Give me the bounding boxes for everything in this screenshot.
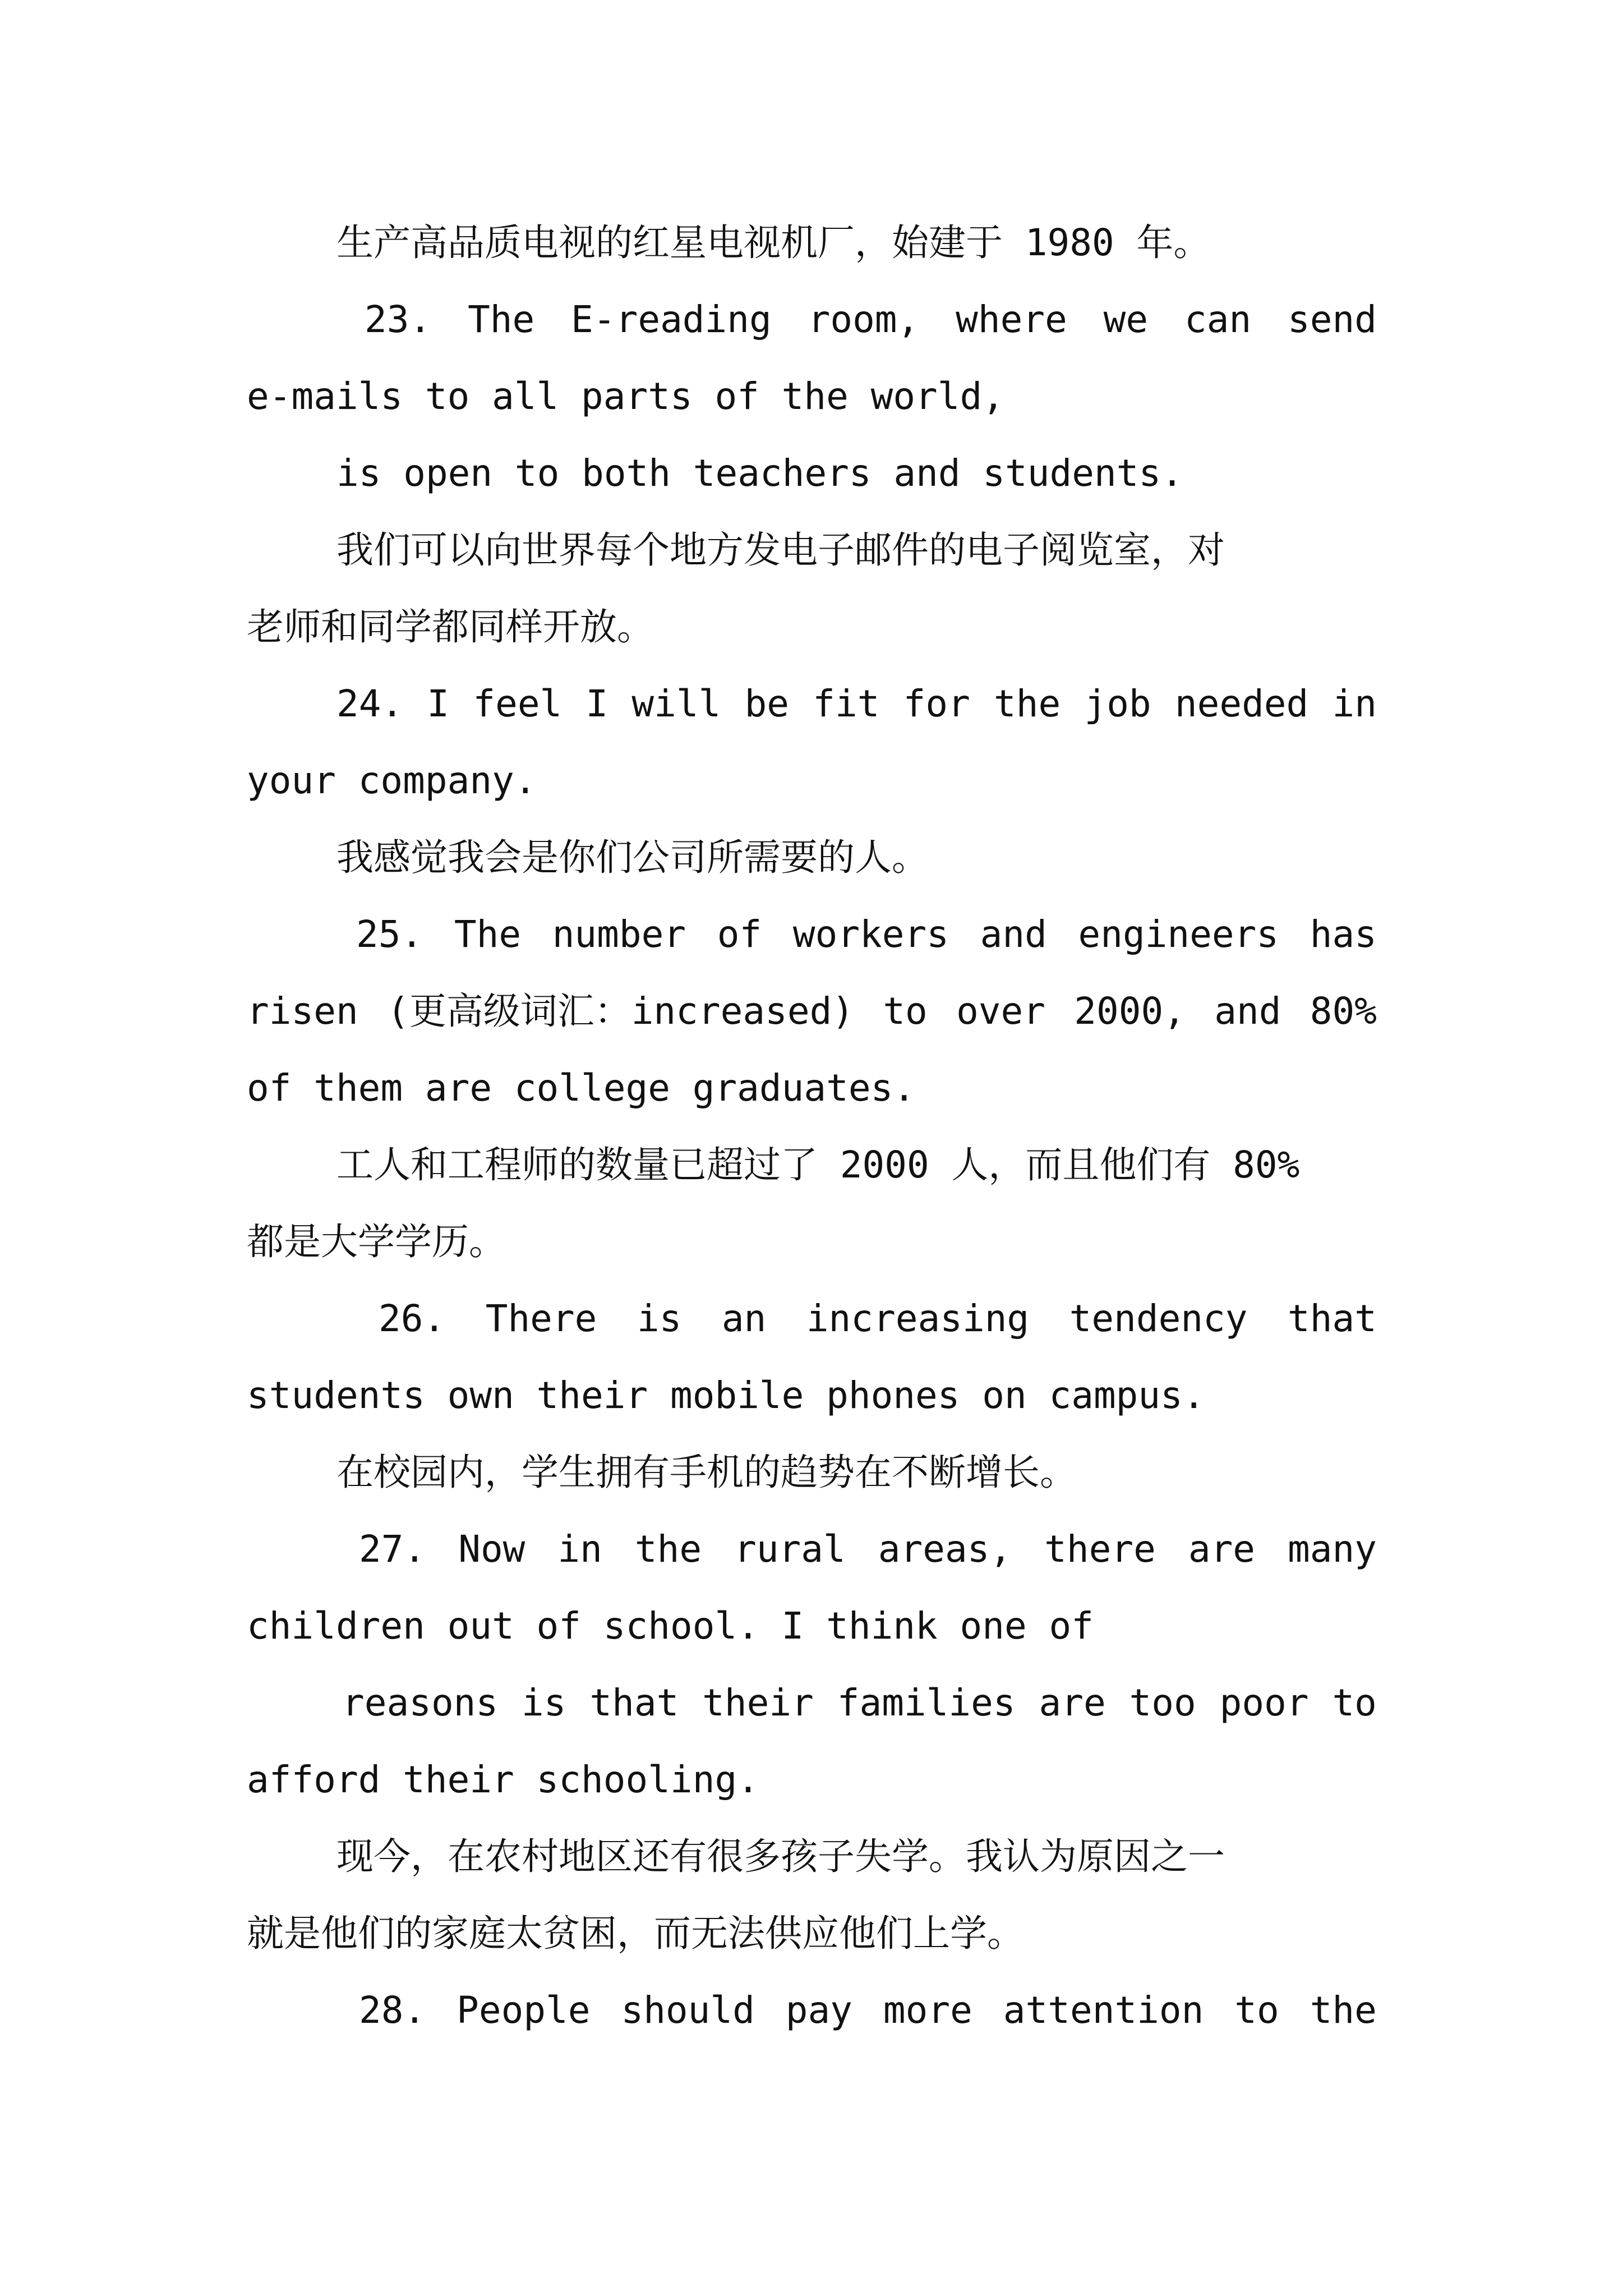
word: and (980, 913, 1047, 956)
word: there (1044, 1527, 1156, 1571)
word: room, (808, 298, 920, 341)
word: families (837, 1681, 1016, 1724)
text-line: 我们可以向世界每个地方发电子邮件的电子阅览室，对 (336, 528, 1225, 572)
word: poor (1219, 1681, 1309, 1724)
word: in (1332, 682, 1377, 725)
word: 80% (1310, 990, 1377, 1033)
text-line: 在校园内，学生拥有手机的趋势在不断增长。 (336, 1451, 1077, 1494)
word: more (883, 1989, 972, 2032)
word: the (634, 1527, 702, 1571)
word: People (457, 1989, 591, 2032)
word: Now (458, 1527, 525, 1571)
word: is (637, 1297, 682, 1340)
word: job (1084, 682, 1151, 725)
word: 25. (356, 913, 423, 956)
word: The (454, 913, 522, 956)
text-line: 都是大学学历。 (247, 1220, 506, 1263)
word: has (1310, 913, 1377, 956)
text-line: 我感觉我会是你们公司所需要的人。 (336, 836, 929, 879)
word: to (1234, 1989, 1279, 2032)
text-line: 老师和同学都同样开放。 (247, 605, 654, 648)
word: increasing (806, 1297, 1030, 1340)
word: There (485, 1297, 597, 1340)
word: 27. (359, 1527, 426, 1571)
word: areas, (878, 1527, 1012, 1571)
word: I (585, 682, 608, 725)
text-line: students own their mobile phones on campus. (247, 1374, 1205, 1417)
word: should (621, 1989, 755, 2032)
word: needed (1174, 682, 1309, 725)
word: over (956, 990, 1046, 1033)
word: reasons (342, 1681, 499, 1724)
text-line: is open to both teachers and students. (336, 452, 1183, 495)
text-line (342, 1681, 1377, 1724)
word: will (631, 682, 721, 725)
word: where (956, 298, 1067, 341)
text-line: 现今，在农村地区还有很多孩子失学。我认为原因之一 (336, 1835, 1225, 1878)
text-line: e-mails to all parts of the world, (247, 375, 1005, 418)
word: workers (792, 913, 949, 956)
word: send (1288, 298, 1377, 341)
word: feel (473, 682, 562, 725)
word: to (883, 990, 928, 1033)
word: rural (734, 1527, 846, 1571)
word: E-reading (571, 298, 772, 341)
word: be (744, 682, 790, 725)
word: number (552, 913, 686, 956)
word: 26. (379, 1297, 446, 1340)
word: of (717, 913, 762, 956)
word: many (1288, 1527, 1377, 1571)
text-line (359, 1527, 1377, 1571)
text-line (359, 1989, 1377, 2032)
word: 28. (359, 1989, 426, 2032)
word: in (557, 1527, 602, 1571)
word: are (1039, 1681, 1106, 1724)
word: engineers (1078, 913, 1279, 956)
text-line (356, 913, 1377, 956)
text-line: 就是他们的家庭太贫困，而无法供应他们上学。 (247, 1912, 1024, 1955)
text-line: 工人和工程师的数量已超过了 2000 人，而且他们有 80% (336, 1143, 1300, 1186)
word: too (1129, 1681, 1196, 1724)
word: is (522, 1681, 566, 1724)
text-line: children out of school. I think one of (247, 1604, 1094, 1648)
word: are (1188, 1527, 1256, 1571)
word: fit (813, 682, 880, 725)
text-line (365, 298, 1377, 341)
word: 2000, (1074, 990, 1186, 1033)
word: that (589, 1681, 679, 1724)
word: attention (1003, 1989, 1204, 2032)
text-line: of them are college graduates. (247, 1066, 916, 1110)
word: and (1214, 990, 1281, 1033)
word: an (721, 1297, 767, 1340)
text-line (336, 682, 1377, 725)
word: 24. (336, 682, 404, 725)
word: for (903, 682, 970, 725)
word: the (1310, 1989, 1377, 2032)
text-line: 生产高品质电视的红星电视机厂，始建于 1980 年。 (336, 221, 1211, 264)
text-line (379, 1297, 1377, 1340)
word: I (427, 682, 450, 725)
word: (更高级词汇：increased) (386, 990, 855, 1033)
word: their (702, 1681, 814, 1724)
text-line: your company. (247, 759, 537, 802)
word: pay (785, 1989, 852, 2032)
word: the (994, 682, 1061, 725)
word: tendency (1069, 1297, 1248, 1340)
word: we (1103, 298, 1149, 341)
word: 23. (365, 298, 432, 341)
text-line: afford their schooling. (247, 1758, 759, 1801)
word: that (1288, 1297, 1377, 1340)
word: to (1332, 1681, 1377, 1724)
word: risen (247, 990, 358, 1033)
text-line (247, 990, 1377, 1033)
word: The (468, 298, 535, 341)
word: can (1184, 298, 1252, 341)
